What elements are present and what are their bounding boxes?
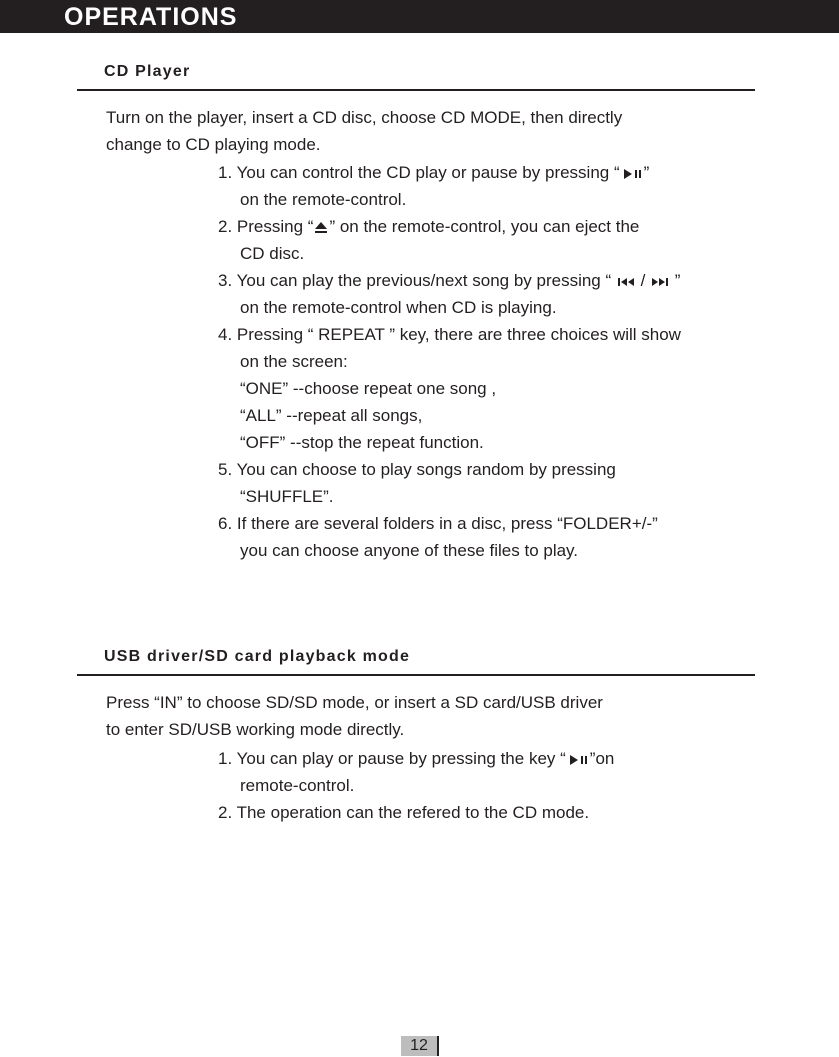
usb-section-rule [77,674,755,676]
cd-intro-line: Turn on the player, insert a CD disc, choose CD MODE, then directly [106,108,623,127]
usb-item-1 [218,745,614,772]
usb-intro [106,689,603,743]
cd-item-4-cont: on the screen: [240,352,348,371]
cd-item-4: 4. Pressing “ REPEAT ” key, there are three choices will show [218,325,681,344]
cd-item-4-option: “ALL” --repeat all songs, [240,406,423,425]
page-title: OPERATIONS [64,3,238,31]
play-pause-icon [566,754,590,766]
page-number: 12 [401,1036,439,1056]
usb-item-1-text: ”on [589,749,615,768]
usb-item-2: 2. The operation can the refered to the CD mode. [218,803,590,822]
usb-item-1-cont: remote-control. [240,776,355,795]
cd-item-6-cont: you can choose anyone of these files to play. [240,541,579,560]
play-pause-icon [620,168,644,180]
usb-item-1-text: 1. You can play or pause by pressing the key “ [218,749,566,768]
cd-item-3-text: 3. You can play the previous/next song by pressing “ [218,271,616,290]
usb-intro-line: Press “IN” to choose SD/SD mode, or insert a SD card/USB driver [106,693,603,712]
cd-item-5: 5. You can choose to play songs random by pressing [218,460,616,479]
cd-item-6: 6. If there are several folders in a disc, press “FOLDER+/-” [218,514,658,533]
cd-section-title: CD Player [104,63,191,80]
cd-item-1-cont: on the remote-control. [240,190,407,209]
cd-item-2-text: 2. Pressing “ [218,217,314,236]
cd-instructions [218,159,681,564]
cd-intro [106,104,622,158]
cd-item-2 [218,213,681,240]
cd-item-3 [218,267,681,294]
cd-item-3-separator: / [635,271,651,290]
eject-icon [313,221,329,235]
cd-item-2-cont: CD disc. [240,244,305,263]
cd-item-3-text: ” [670,271,681,290]
usb-instructions [218,745,614,826]
cd-item-1-text: 1. You can control the CD play or pause by pressing “ [218,163,620,182]
usb-section-title: USB driver/SD card playback mode [104,648,411,665]
usb-intro-line: to enter SD/USB working mode directly. [106,720,405,739]
cd-intro-line: change to CD playing mode. [106,135,321,154]
cd-item-4-option: “ONE” --choose repeat one song , [240,379,497,398]
cd-item-2-text: ” on the remote-control, you can eject the [329,217,640,236]
cd-item-1 [218,159,681,186]
next-track-icon [650,276,670,288]
cd-item-1-text: ” [643,163,650,182]
cd-section-rule [77,89,755,91]
cd-item-5-cont: “SHUFFLE”. [240,487,334,506]
cd-item-4-option: “OFF” --stop the repeat function. [240,433,484,452]
header-bar [0,0,839,33]
previous-track-icon [616,276,636,288]
cd-item-3-cont: on the remote-control when CD is playing. [240,298,557,317]
